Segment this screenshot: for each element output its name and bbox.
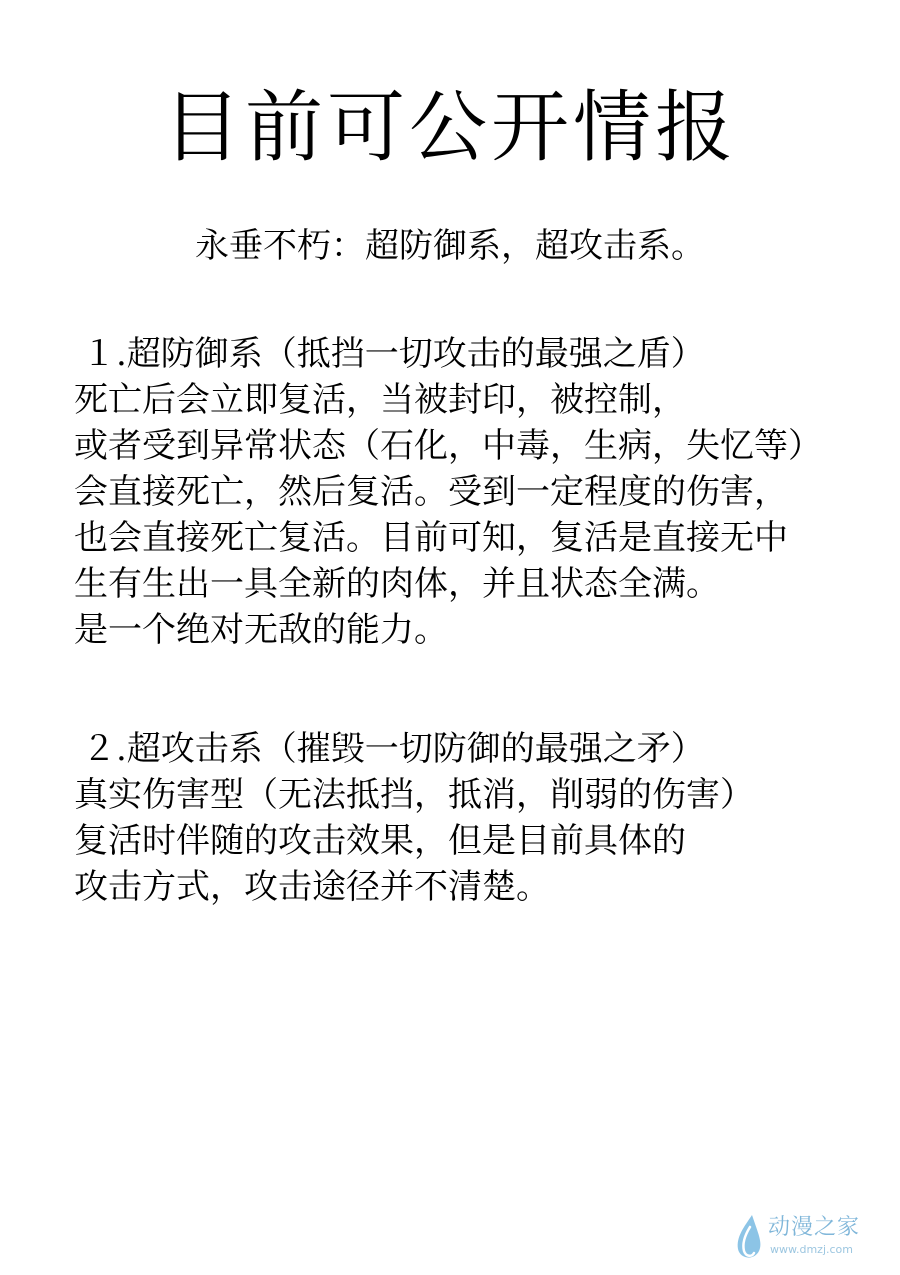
section-super-attack bbox=[74, 726, 874, 910]
section-text-line: 真实伤害型（无法抵挡，抵消，削弱的伤害） bbox=[74, 775, 754, 815]
page-subtitle: 永垂不朽：超防御系，超攻击系。 bbox=[195, 226, 705, 266]
site-watermark bbox=[734, 1213, 884, 1261]
water-drop-logo-icon bbox=[734, 1213, 764, 1261]
watermark-url: www.dmzj.com bbox=[770, 1243, 853, 1256]
section-text-line: 复活时伴随的攻击效果，但是目前具体的 bbox=[74, 821, 686, 861]
watermark-brand: 动漫之家 bbox=[768, 1215, 861, 1240]
section-heading: ２.超攻击系（摧毁一切防御的最强之矛） bbox=[82, 729, 705, 769]
section-text-line: 也会直接死亡复活。目前可知，复活是直接无中 bbox=[74, 518, 788, 558]
section-text-line: 攻击方式，攻击途径并不清楚。 bbox=[74, 867, 550, 907]
section-heading: １.超防御系（抵挡一切攻击的最强之盾） bbox=[82, 334, 705, 374]
section-text-line: 生有生出一具全新的肉体，并且状态全满。 bbox=[74, 564, 720, 604]
section-text-line: 会直接死亡，然后复活。受到一定程度的伤害， bbox=[74, 472, 788, 512]
section-text-line: 是一个绝对无敌的能力。 bbox=[74, 610, 448, 650]
page-title: 目前可公开情报 bbox=[162, 83, 737, 173]
section-text-line: 或者受到异常状态（石化，中毒，生病，失忆等） bbox=[74, 426, 822, 466]
section-super-defense bbox=[74, 331, 874, 653]
section-text-line: 死亡后会立即复活，当被封印，被控制， bbox=[74, 380, 686, 420]
